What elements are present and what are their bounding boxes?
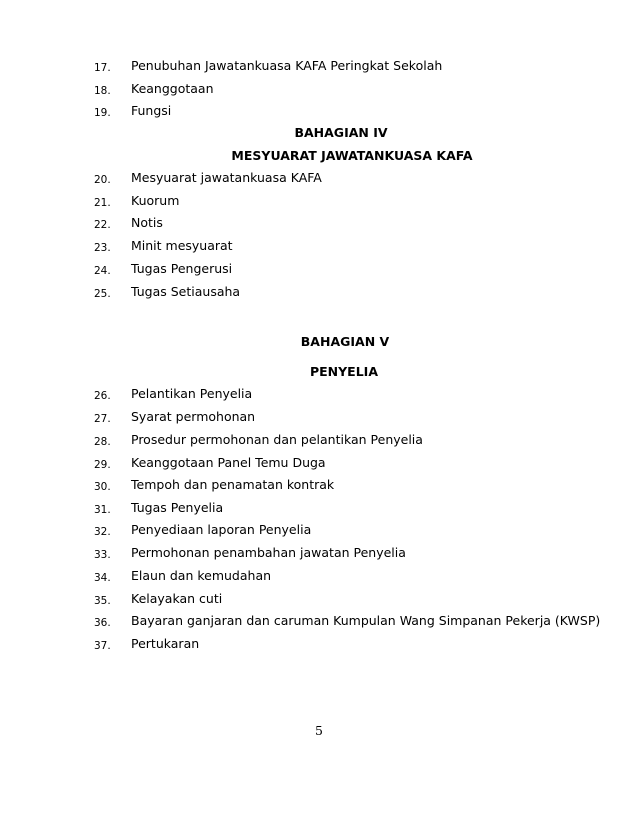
item-title: Fungsi: [131, 103, 172, 118]
item-title: Tugas Setiausaha: [131, 284, 241, 299]
item-number: 30.: [94, 481, 111, 493]
item-number: 19.: [94, 107, 111, 119]
item-title: Pelantikan Penyelia: [131, 386, 253, 401]
item-title: Tugas Pengerusi: [131, 261, 233, 276]
list-item: [0, 192, 638, 212]
item-title: Pertukaran: [131, 636, 200, 651]
list-item: [0, 612, 638, 632]
item-title: Permohonan penambahan jawatan Penyelia: [131, 545, 406, 560]
list-item: [0, 590, 638, 610]
item-number: 17.: [94, 62, 111, 74]
item-number: 27.: [94, 413, 111, 425]
item-number: 32.: [94, 526, 111, 538]
item-title: Tempoh dan penamatan kontrak: [131, 477, 335, 492]
item-title: Kuorum: [131, 193, 180, 208]
item-title: Elaun dan kemudahan: [131, 568, 272, 583]
list-item: [0, 635, 638, 655]
list-item: [0, 544, 638, 564]
item-number: 33.: [94, 549, 111, 561]
list-item: [0, 214, 638, 234]
page-number: 5: [315, 723, 323, 738]
list-item: [0, 102, 638, 122]
item-number: 36.: [94, 617, 111, 629]
list-item: [0, 169, 638, 189]
item-title: Syarat permohonan: [131, 409, 256, 424]
item-number: 29.: [94, 459, 111, 471]
item-number: 31.: [94, 504, 111, 516]
item-number: 23.: [94, 242, 111, 254]
item-title: Mesyuarat jawatankuasa KAFA: [131, 170, 322, 185]
item-number: 24.: [94, 265, 111, 277]
item-title: Keanggotaan Panel Temu Duga: [131, 455, 326, 470]
list-item: [0, 454, 638, 474]
list-item: [0, 431, 638, 451]
list-item: [0, 521, 638, 541]
item-number: 37.: [94, 640, 111, 652]
list-item: [0, 80, 638, 100]
item-title: Minit mesyuarat: [131, 238, 233, 253]
item-title: Kelayakan cuti: [131, 591, 223, 606]
item-number: 26.: [94, 390, 111, 402]
item-number: 34.: [94, 572, 111, 584]
item-number: 25.: [94, 288, 111, 300]
item-title: Penubuhan Jawatankuasa KAFA Peringkat Sekolah: [131, 58, 443, 73]
part-heading: BAHAGIAN IV: [294, 125, 388, 140]
list-item: [0, 57, 638, 77]
item-number: 22.: [94, 219, 111, 231]
item-number: 18.: [94, 85, 111, 97]
part-subheading: MESYUARAT JAWATANKUASA KAFA: [231, 148, 473, 163]
item-title: Keanggotaan: [131, 81, 214, 96]
part-heading: BAHAGIAN V: [300, 334, 390, 349]
list-item: [0, 499, 638, 519]
item-number: 20.: [94, 174, 111, 186]
item-title: Prosedur permohonan dan pelantikan Penyelia: [131, 432, 423, 447]
item-title: Notis: [131, 215, 163, 230]
list-item: [0, 408, 638, 428]
list-item: [0, 260, 638, 280]
list-item: [0, 567, 638, 587]
item-number: 28.: [94, 436, 111, 448]
list-item: [0, 283, 638, 303]
part-subheading: PENYELIA: [309, 364, 379, 379]
list-item: [0, 476, 638, 496]
list-item: [0, 237, 638, 257]
item-title: Bayaran ganjaran dan caruman Kumpulan Wang Simpanan Pekerja (KWSP): [131, 613, 601, 628]
item-number: 21.: [94, 197, 111, 209]
item-title: Penyediaan laporan Penyelia: [131, 522, 312, 537]
item-title: Tugas Penyelia: [131, 500, 224, 515]
item-number: 35.: [94, 595, 111, 607]
list-item: [0, 385, 638, 405]
